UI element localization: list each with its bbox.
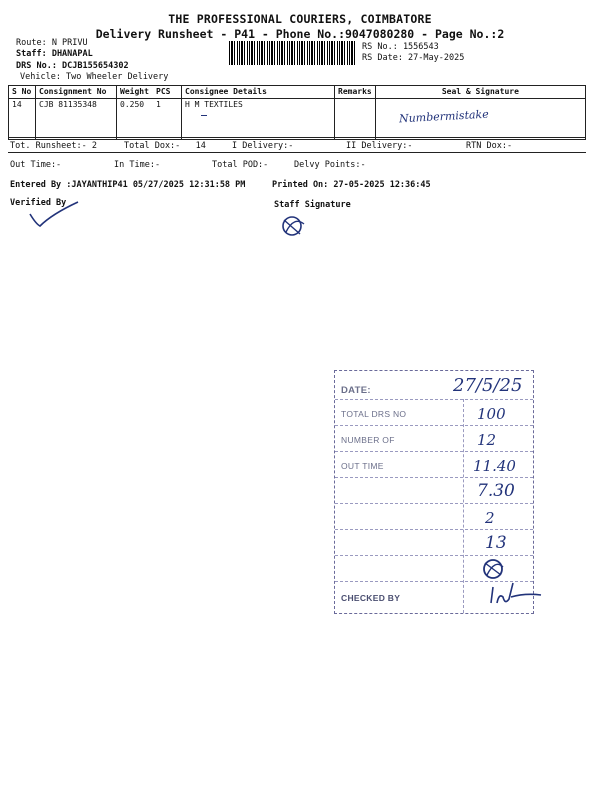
cell-sno: 14 (9, 99, 36, 140)
stamp-value: 11.40 (473, 457, 516, 475)
cell-pcs: 1 (153, 99, 182, 140)
cell-remarks (335, 99, 376, 140)
stamp-date-value: 27/5/25 (453, 375, 523, 396)
verified-by-label: Verified By (10, 198, 67, 208)
col-weight: Weight (117, 86, 154, 99)
table-row (9, 99, 586, 140)
delvy-points: Delvy Points:- (294, 160, 366, 170)
col-consignment: Consignment No (36, 86, 117, 99)
col-remarks: Remarks (335, 86, 376, 99)
col-sno: S No (9, 86, 36, 99)
company-title: THE PROFESSIONAL COURIERS, COIMBATORE (168, 12, 432, 26)
tot-runsheet: Tot. Runsheet:- 2 (10, 141, 97, 151)
cell-consignment: CJB 81135348 (36, 99, 117, 140)
runsheet-table (8, 85, 586, 140)
ii-delivery: II Delivery:- (346, 141, 413, 151)
staff-signature-label: Staff Signature (274, 200, 351, 210)
stamp-row-line (335, 555, 533, 556)
total-dox: Total Dox:- 14 (124, 141, 206, 151)
divider (8, 152, 586, 153)
stamp-row-line (335, 425, 533, 426)
runsheet-subtitle: Delivery Runsheet - P41 - Phone No.:9047080280 - Page No.:2 (95, 27, 505, 41)
total-pod: Total POD:- (212, 160, 269, 170)
col-consignee: Consignee Details (182, 86, 335, 99)
stamp-value: 13 (485, 533, 507, 553)
in-time: In Time:- (114, 160, 161, 170)
entered-by: Entered By :JAYANTHIP41 05/27/2025 12:31:58 PM (10, 180, 246, 190)
stamp-label: TOTAL DRS NO (341, 409, 407, 419)
stamp-row-line (335, 451, 533, 452)
handwritten-remark: Numbermistake (398, 107, 489, 126)
table-header-row (9, 86, 586, 99)
stamp-value: 100 (477, 405, 506, 423)
stamp-row-line (335, 399, 533, 400)
stamp-value: 2 (485, 509, 495, 527)
checklist-stamp (334, 370, 534, 614)
stamp-value: 12 (477, 431, 497, 449)
stamp-checked-by: CHECKED BY (341, 593, 401, 603)
drs-number: DRS No.: DCJB155654302 (16, 61, 129, 71)
barcode (229, 41, 355, 65)
stamp-value: 7.30 (477, 481, 515, 501)
stamp-label: NUMBER OF (341, 435, 395, 445)
i-delivery: I Delivery:- (232, 141, 294, 151)
stamp-date-label: DATE: (341, 385, 371, 396)
cell-seal (375, 99, 585, 140)
stamp-row-line (335, 477, 533, 478)
route: Route: N PRIVU (16, 38, 88, 48)
col-seal: Seal & Signature (375, 86, 585, 99)
consignee-name: H M TEXTILES (185, 100, 243, 109)
ink-mark (201, 115, 207, 116)
staff-signature (276, 212, 312, 240)
stamp-row-line (335, 503, 533, 504)
rtn-dox: RTN Dox:- (466, 141, 513, 151)
vehicle: Vehicle: Two Wheeler Delivery (20, 72, 169, 82)
cell-weight: 0.250 (117, 99, 154, 140)
rs-number: RS No.: 1556543 (362, 42, 439, 52)
stamp-signature-mark (479, 557, 509, 581)
stamp-row-line (335, 529, 533, 530)
checked-by-signature (485, 579, 545, 609)
divider (8, 137, 586, 138)
printed-on: Printed On: 27-05-2025 12:36:45 (272, 180, 431, 190)
verified-signature (24, 196, 84, 232)
cell-consignee (182, 99, 335, 140)
stamp-label: OUT TIME (341, 461, 384, 471)
staff: Staff: DHANAPAL (16, 49, 93, 59)
rs-date: RS Date: 27-May-2025 (362, 53, 465, 63)
out-time: Out Time:- (10, 160, 62, 170)
col-pcs: PCS (153, 86, 182, 99)
